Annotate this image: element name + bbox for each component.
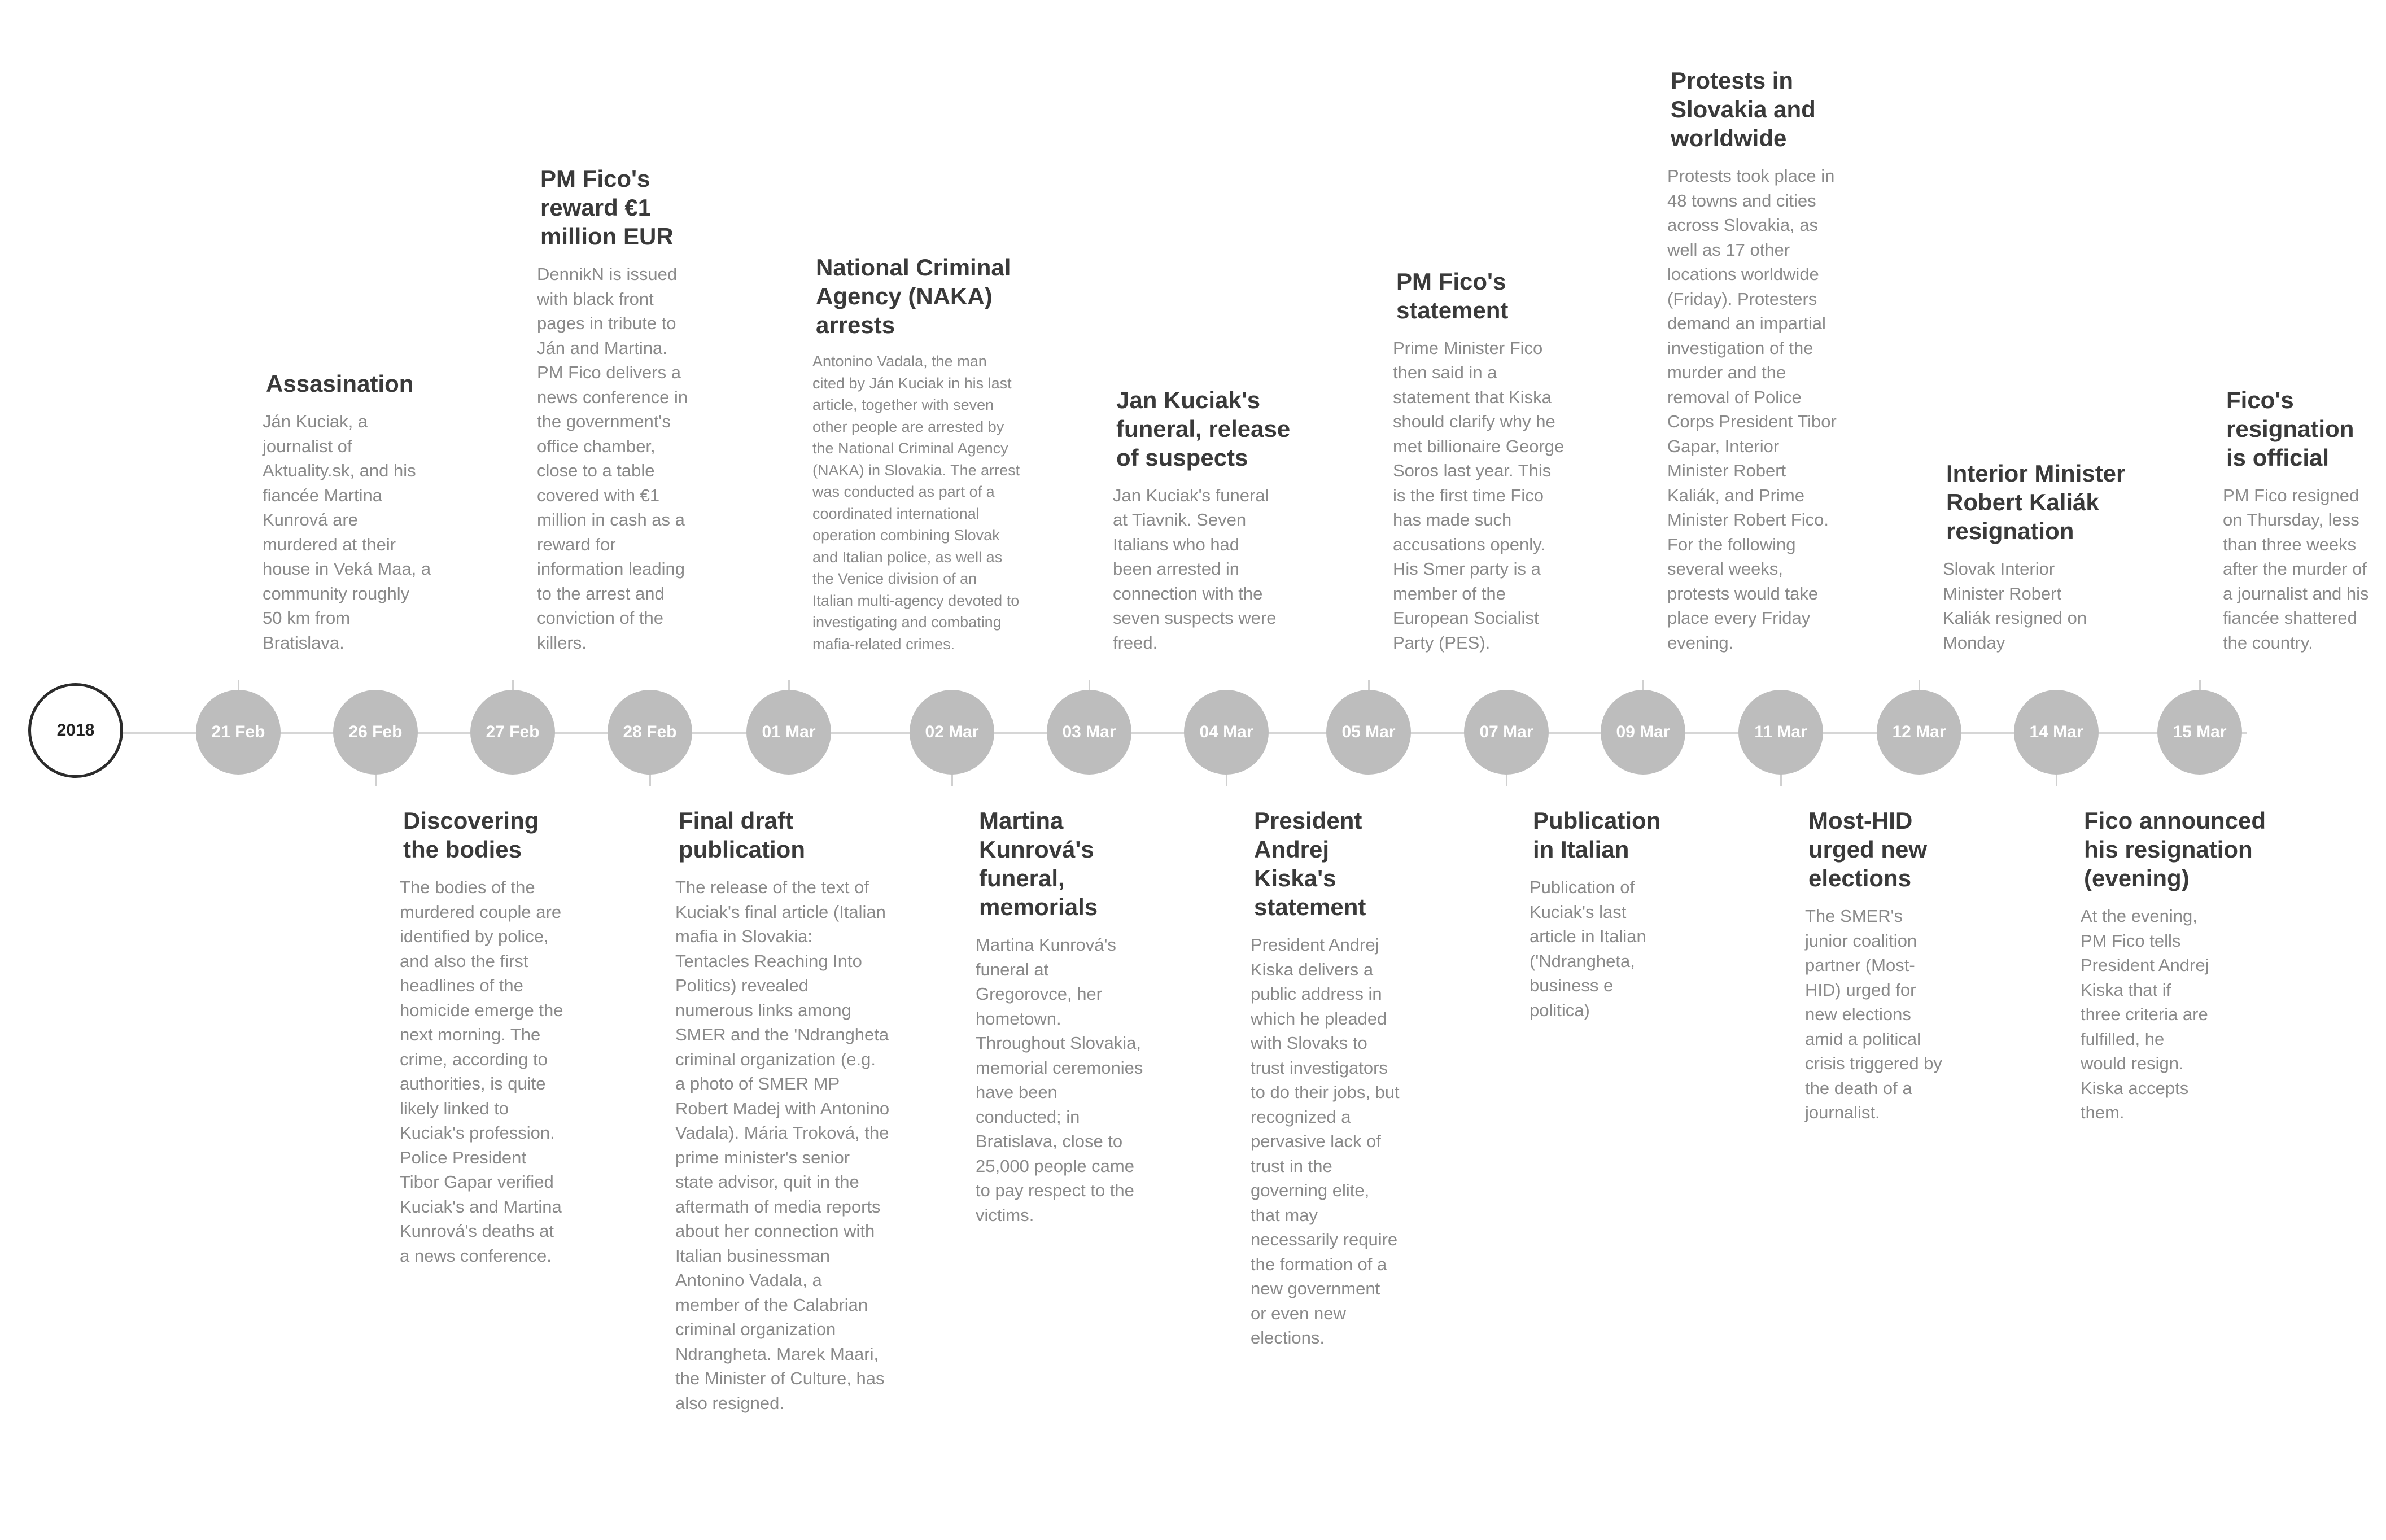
event-card — [400, 806, 586, 1268]
event-title: Final draft publication — [679, 807, 805, 863]
event-description: The bodies of the murdered couple are identified by police, and also the first headlines of the homicide emerge the next morning. The crime, according to authorities, is quite likely linked to Kuciak's profession. Police President Tibor Gapar verified Kuciak's and Martina Kunrová's deaths at a news conference. — [400, 877, 563, 1266]
event-card — [1530, 806, 1716, 1022]
event-card — [537, 164, 723, 655]
event-card — [812, 253, 1020, 655]
date-node: 04 Mar — [1184, 690, 1269, 775]
timeline-connector — [951, 773, 953, 786]
event-description: PM Fico resigned on Thursday, less than three weeks after the murder of a journalist and his fiancée shattered the country. — [2223, 485, 2369, 653]
event-description: Antonino Vadala, the man cited by Ján Kuciak in his last article, together with seven other people are arrested by the National Criminal Agency (NAKA) in Slovakia. The arrest was conducted as part of a coordinated international operation combining Slovak and Italian police, as well as the Venice division of an Italian multi-agency devoted to investigating and combating mafia-related crimes. — [812, 353, 1020, 653]
event-description: Protests took place in 48 towns and cities across Slovakia, as well as 17 other locations worldwide (Friday). Protesters demand an impartial investigation of the murder and the removal of Police Corps President Tibor Gapar, Interior Minister Robert Kaliák, and Prime Minister Robert Fico. For the following several weeks, protests would take place every Friday evening. — [1667, 166, 1837, 653]
date-node: 11 Mar — [1738, 690, 1823, 775]
event-card — [1943, 459, 2129, 655]
date-node: 02 Mar — [910, 690, 994, 775]
event-card — [1805, 806, 1991, 1125]
event-card — [1667, 66, 1854, 655]
date-node: 21 Feb — [196, 690, 281, 775]
event-card — [2223, 386, 2386, 655]
event-description: The release of the text of Kuciak's final article (Italian mafia in Slovakia: Tentacles Reaching Into Politics) revealed numerous links among SMER and the 'Ndrangheta criminal organization (e.g. a photo of SMER MP Robert Madej with Antonino Vadala). Mária Troková, the prime minister's senior state advisor, quit in the aftermath of media reports about her connection with Italian businessman Antonino Vadala, a member of the Calabrian criminal organization Ndrangheta. Marek Maari, the Minister of Culture, has also resigned. — [675, 877, 890, 1413]
event-title: PM Fico's statement — [1396, 268, 1509, 323]
event-description: Ján Kuciak, a journalist of Aktuality.sk, and his fiancée Martina Kunrová are murdered at their house in Veká Maa, a community roughly 50 km from Bratislava. — [263, 412, 431, 653]
event-card — [1251, 806, 1437, 1350]
event-title: Jan Kuciak's funeral, release of suspects — [1116, 386, 1291, 471]
event-description: The SMER's junior coalition partner (Most-HID) urged for new elections amid a political crisis triggered by the death of a journalist. — [1805, 906, 1942, 1122]
event-description: Publication of Kuciak's last article in Italian ('Ndrangheta, business e politica) — [1530, 877, 1646, 1020]
event-description: Martina Kunrová's funeral at Gregorovce, her hometown. Throughout Slovakia, memorial ceremonies have been conducted; in Bratislava, close to 25,000 people came to pay respect to the victims. — [976, 935, 1143, 1225]
event-description: Prime Minister Fico then said in a statement that Kiska should clarify why he met billionaire George Soros last year. This is the first time Fico has made such accusations openly. His Smer party is a member of the European Socialist Party (PES). — [1393, 338, 1565, 653]
date-node: 28 Feb — [608, 690, 692, 775]
timeline-connector — [375, 773, 377, 786]
timeline-connector — [1226, 773, 1227, 786]
event-card — [1113, 386, 1299, 655]
event-title: Publication in Italian — [1533, 807, 1661, 863]
date-node: 09 Mar — [1601, 690, 1685, 775]
date-node: 07 Mar — [1464, 690, 1549, 775]
date-node: 01 Mar — [746, 690, 831, 775]
event-title: Discovering the bodies — [403, 807, 539, 863]
timeline-connector — [2056, 773, 2057, 786]
date-node: 26 Feb — [333, 690, 418, 775]
event-title: Fico's resignation is official — [2226, 386, 2354, 471]
event-title: PM Fico's reward €1 million EUR — [540, 165, 674, 250]
year-marker: 2018 — [28, 683, 123, 778]
event-description: Jan Kuciak's funeral at Tiavnik. Seven Italians who had been arrested in connection with the seven suspects were freed. — [1113, 485, 1277, 653]
timeline-connector — [1780, 773, 1782, 786]
date-node: 14 Mar — [2014, 690, 2099, 775]
date-node: 15 Mar — [2157, 690, 2242, 775]
event-card — [976, 806, 1162, 1227]
timeline-connector — [649, 773, 651, 786]
event-card — [675, 806, 890, 1415]
event-title: Martina Kunrová's funeral, memorials — [979, 807, 1098, 920]
event-title: Protests in Slovakia and worldwide — [1671, 67, 1816, 151]
date-node: 05 Mar — [1326, 690, 1411, 775]
event-title: Most-HID urged new elections — [1808, 807, 1928, 891]
date-node: 03 Mar — [1047, 690, 1131, 775]
date-node: 27 Feb — [470, 690, 555, 775]
timeline-connector — [1506, 773, 1507, 786]
event-title: Interior Minister Robert Kaliák resignation — [1946, 460, 2126, 544]
event-card — [1393, 267, 1579, 655]
event-title: Fico announced his resignation (evening) — [2084, 807, 2266, 891]
event-description: At the evening, PM Fico tells President Andrej Kiska that if three criteria are fulfilled, he would resign. Kiska accepts them. — [2081, 906, 2209, 1122]
event-title: National Criminal Agency (NAKA) arrests — [816, 254, 1011, 338]
event-description: President Andrej Kiska delivers a public address in which he pleaded with Slovaks to trust investigators to do their jobs, but recognized a pervasive lack of trust in the governing elite, that may necessarily require the formation of a new government or even new elections. — [1251, 935, 1400, 1348]
event-title: Assasination — [266, 370, 414, 397]
event-title: President Andrej Kiska's statement — [1254, 807, 1366, 920]
event-description: DennikN is issued with black front pages in tribute to Ján and Martina. PM Fico delivers a news conference in the government's office chamber, close to a table covered with €1 million in cash as a reward for information leading to the arrest and conviction of the killers. — [537, 264, 688, 653]
date-node: 12 Mar — [1877, 690, 1961, 775]
event-card — [2081, 806, 2267, 1125]
event-card — [263, 369, 449, 655]
event-description: Slovak Interior Minister Robert Kaliák resigned on Monday — [1943, 559, 2087, 653]
